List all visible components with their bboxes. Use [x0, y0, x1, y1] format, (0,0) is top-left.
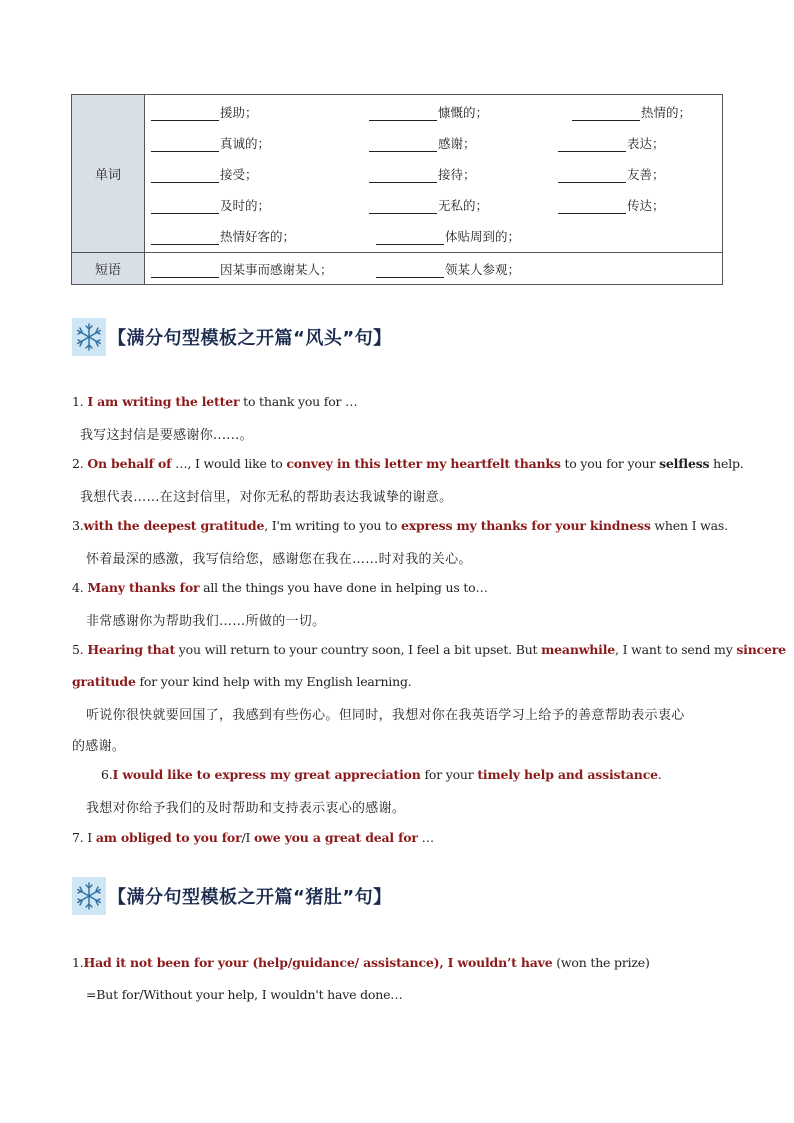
word-item: 接待； [369, 165, 558, 183]
word-item: 热情的； [572, 103, 691, 121]
word-row [151, 189, 722, 220]
section-header-opening [72, 318, 392, 356]
category-phrases: 短语 [72, 253, 145, 285]
sentence-2: 2. On behalf of …, I would like to convey in this letter my heartfelt thanks to you for your selfless help. [72, 456, 744, 471]
phrases-cell [145, 253, 723, 285]
word-item: 援助； [151, 103, 369, 121]
snowflake-icon [72, 318, 106, 356]
translation-1: 我写这封信是要感谢你......。 [80, 428, 253, 443]
word-item: 及时的； [151, 196, 369, 214]
phrase-row [151, 254, 722, 283]
vocab-table [71, 94, 723, 285]
sentence-5: 5. Hearing that you will return to your country soon, I feel a bit upset. But meanwhile, I want to send my sincere [72, 642, 786, 657]
sentence-4: 4. Many thanks for all the things you have done in helping us to… [72, 580, 488, 595]
sentence-3: 3.with the deepest gratitude, I'm writing to you to express my thanks for your kindness when I was. [72, 518, 728, 533]
section-header-body [72, 877, 392, 915]
sentence-6: 6.I would like to express my great appreciation for your timely help and assistance. [101, 767, 662, 782]
word-row [151, 127, 722, 158]
translation-2: 我想代表……在这封信里，对你无私的帮助表达我诚挚的谢意。 [80, 490, 453, 505]
phrase-item: 领某人参观； [376, 260, 520, 278]
category-words: 单词 [72, 95, 145, 253]
sentence-s2-1-alt: =But for/Without your help, I wouldn't have done… [86, 987, 403, 1002]
translation-5: 听说你很快就要回国了，我感到有些伤心。但同时，我想对你在我英语学习上给予的善意帮助表示衷心 [86, 708, 685, 723]
translation-3: 怀着最深的感激，我写信给您，感谢您在我在……时对我的关心。 [86, 552, 472, 567]
word-item: 表达； [558, 134, 665, 152]
word-item: 慷慨的； [369, 103, 572, 121]
translation-6: 我想对你给予我们的及时帮助和支持表示衷心的感谢。 [86, 801, 406, 816]
word-item: 传达； [558, 196, 665, 214]
word-item: 热情好客的； [151, 227, 376, 245]
word-item: 感谢； [369, 134, 558, 152]
section-title: 【满分句型模板之开篇“风头”句】 [108, 328, 392, 349]
translation-5-cont: 的感谢。 [72, 739, 126, 754]
snowflake-icon [72, 877, 106, 915]
phrase-item: 因某事而感谢某人； [151, 260, 376, 278]
sentence-1: 1. I am writing the letter to thank you for … [72, 394, 358, 409]
word-item: 无私的； [369, 196, 558, 214]
sentence-7: 7. I am obliged to you for/I owe you a great deal for … [72, 830, 434, 845]
sentence-s2-1: 1.Had it not been for your (help/guidance/ assistance), I wouldn’t have (won the prize) [72, 955, 650, 970]
word-row [151, 96, 722, 127]
sentence-5-cont: gratitude for your kind help with my English learning. [72, 674, 412, 689]
word-item: 体贴周到的； [376, 227, 520, 245]
translation-4: 非常感谢你为帮助我们……所做的一切。 [86, 614, 326, 629]
section-title: 【满分句型模板之开篇“猪肚”句】 [108, 887, 392, 908]
word-row [151, 220, 722, 251]
words-cell [145, 95, 723, 253]
word-item: 接受； [151, 165, 369, 183]
word-item: 真诚的； [151, 134, 369, 152]
word-row [151, 158, 722, 189]
word-item: 友善； [558, 165, 665, 183]
